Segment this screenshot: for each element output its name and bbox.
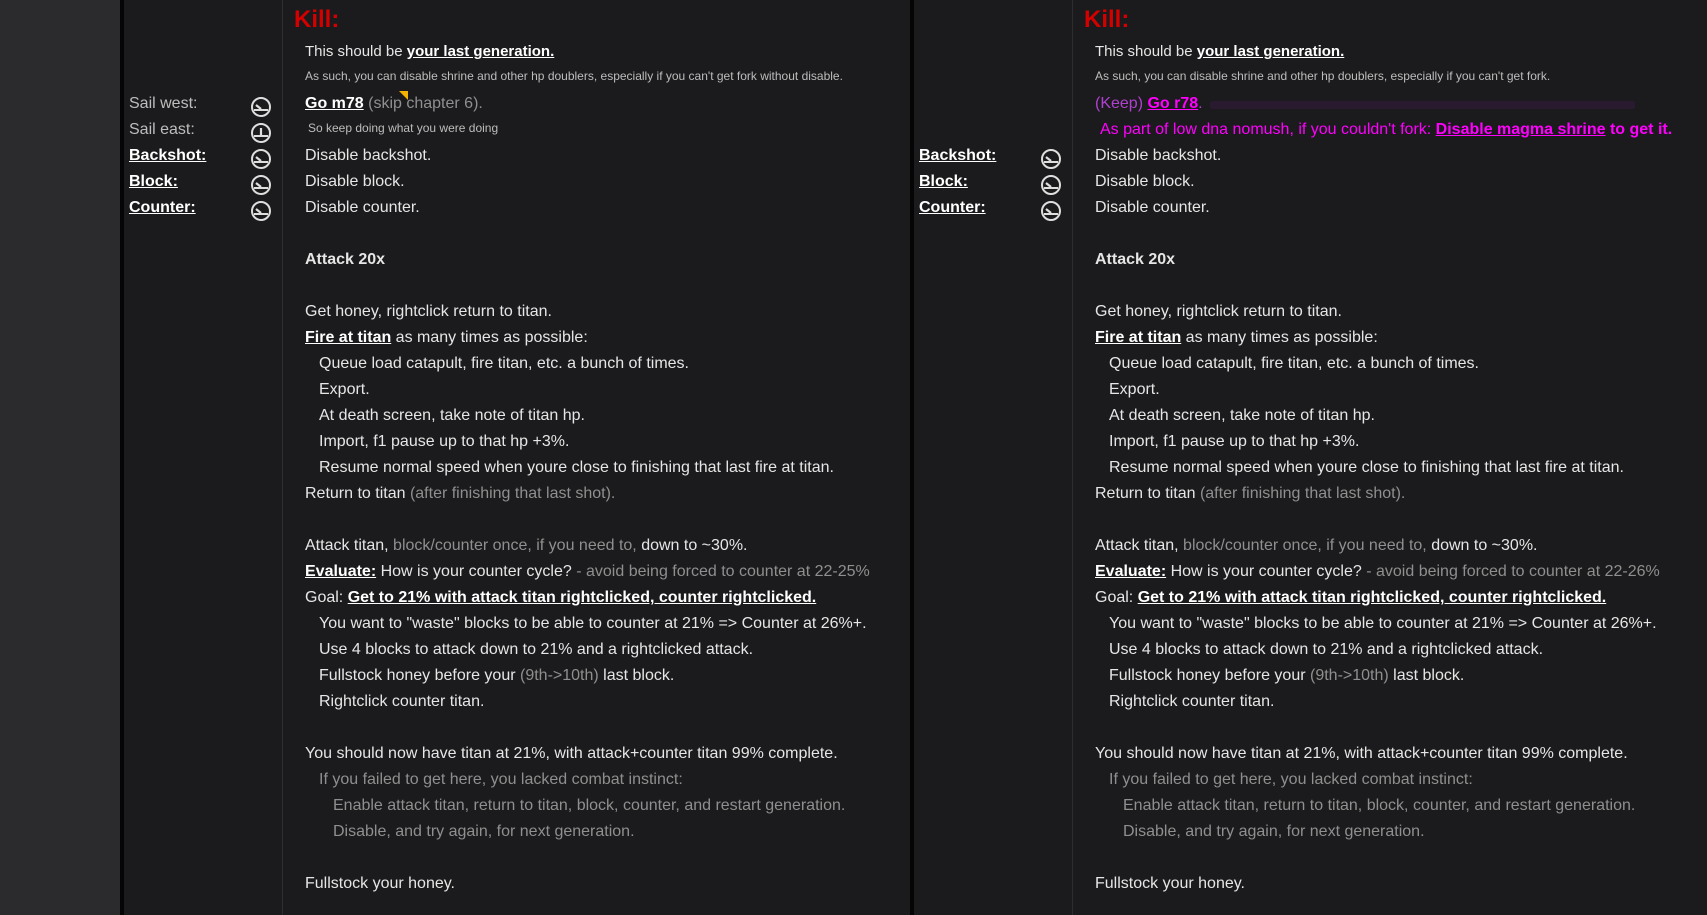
gauge-left-icon bbox=[1040, 148, 1062, 170]
goal-line bbox=[1095, 588, 1606, 608]
last-generation-link[interactable]: your last generation. bbox=[1196, 43, 1345, 60]
disable-block: Disable block. bbox=[1095, 173, 1195, 190]
fullstock-step bbox=[319, 666, 674, 686]
fire-step: Export. bbox=[1109, 381, 1160, 398]
return-to-titan-note: (after finishing that last shot). bbox=[405, 485, 616, 502]
evaluate-link[interactable]: Evaluate: bbox=[305, 563, 377, 580]
divider-left bbox=[120, 0, 124, 915]
gauge-up-icon bbox=[250, 122, 272, 144]
attack-titan-line bbox=[1095, 536, 1538, 556]
return-to-titan-note: (after finishing that last shot). bbox=[1195, 485, 1406, 502]
last-generation-note: As such, you can disable shrine and other hp doublers, especially if you can't get fork without disable. bbox=[305, 69, 843, 83]
fullstock-step-muted: (9th->10th) bbox=[520, 667, 599, 684]
last-generation-note: As such, you can disable shrine and other hp doublers, especially if you can't get fork. bbox=[1095, 69, 1551, 83]
divider-left-sidebar bbox=[282, 0, 283, 915]
goal-step: You want to "waste" blocks to be able to counter at 21% => Counter at 26%+. bbox=[1109, 615, 1657, 632]
should-now: You should now have titan at 21%, with attack+counter titan 99% complete. bbox=[1095, 745, 1628, 762]
fire-at-titan-link[interactable]: Fire at titan bbox=[305, 329, 392, 346]
go-r78-link[interactable]: Go r78 bbox=[1147, 95, 1199, 112]
attack-titan-line bbox=[305, 536, 748, 556]
divider-center bbox=[910, 0, 914, 915]
keep-line bbox=[1095, 94, 1203, 114]
should-now: You should now have titan at 21%, with attack+counter titan 99% complete. bbox=[305, 745, 838, 762]
fullstock-step-a: Fullstock honey before your bbox=[1109, 667, 1310, 684]
disable-counter: Disable counter. bbox=[1095, 199, 1210, 216]
gauge-left-icon bbox=[250, 174, 272, 196]
failed-step: Enable attack titan, return to titan, block, counter, and restart generation. bbox=[333, 797, 846, 814]
sidebar-item-counter[interactable]: Counter: bbox=[129, 199, 196, 216]
comment-marker bbox=[399, 91, 408, 100]
failed-note: If you failed to get here, you lacked combat instinct: bbox=[319, 771, 683, 788]
disable-backshot: Disable backshot. bbox=[1095, 147, 1222, 164]
evaluate-question: How is your counter cycle? bbox=[376, 563, 572, 580]
goal-step: You want to "waste" blocks to be able to counter at 21% => Counter at 26%+. bbox=[319, 615, 867, 632]
goal-prefix: Goal: bbox=[305, 589, 348, 606]
go-line bbox=[305, 94, 483, 114]
fire-step: Import, f1 pause up to that hp +3%. bbox=[319, 433, 570, 450]
gauge-left-icon bbox=[250, 148, 272, 170]
failed-step: Enable attack titan, return to titan, block, counter, and restart generation. bbox=[1123, 797, 1636, 814]
goal-step: Use 4 blocks to attack down to 21% and a rightclicked attack. bbox=[319, 641, 754, 658]
rightclick-counter: Rightclick counter titan. bbox=[319, 693, 485, 710]
gauge-left-icon bbox=[250, 96, 272, 118]
sidebar-item-backshot[interactable]: Backshot: bbox=[919, 147, 997, 164]
fullstock-step-muted: (9th->10th) bbox=[1310, 667, 1389, 684]
return-to-titan: Return to titan bbox=[305, 485, 406, 502]
last-generation-line bbox=[1095, 42, 1344, 62]
attack-titan-c: down to ~30%. bbox=[636, 537, 748, 554]
divider-right-sidebar bbox=[1072, 0, 1073, 915]
fullstock-step-a: Fullstock honey before your bbox=[319, 667, 520, 684]
evaluate-line bbox=[1095, 562, 1660, 582]
evaluate-note: - avoid being forced to counter at 22-26% bbox=[1361, 563, 1660, 580]
fullstock-step-b: last block. bbox=[598, 667, 675, 684]
last-generation-line bbox=[305, 42, 554, 62]
fullstock-step bbox=[1109, 666, 1464, 686]
failed-step: Disable, and try again, for next generation. bbox=[1123, 823, 1425, 840]
keep-dot: . bbox=[1198, 95, 1203, 112]
fire-at-titan-rest: as many times as possible: bbox=[391, 329, 588, 346]
disable-magma-shrine-link[interactable]: Disable magma shrine bbox=[1435, 121, 1606, 138]
sidebar-item-counter[interactable]: Counter: bbox=[919, 199, 986, 216]
gauge-left-icon bbox=[1040, 200, 1062, 222]
kill-title: Kill: bbox=[294, 6, 340, 33]
attack-titan-c: down to ~30%. bbox=[1426, 537, 1538, 554]
sidebar-item-block[interactable]: Block: bbox=[919, 173, 968, 190]
fire-step: Resume normal speed when youre close to finishing that last fire at titan. bbox=[1109, 459, 1624, 476]
get-honey: Get honey, rightclick return to titan. bbox=[305, 303, 552, 320]
kill-title: Kill: bbox=[1084, 6, 1130, 33]
last-generation-prefix: This should be bbox=[1095, 43, 1197, 60]
fire-step: Export. bbox=[319, 381, 370, 398]
attack-titan-b: block/counter once, if you need to, bbox=[388, 537, 637, 554]
sidebar-item-sail-east: Sail east: bbox=[129, 121, 195, 138]
fullstock-final: Fullstock your honey. bbox=[305, 875, 455, 892]
evaluate-link[interactable]: Evaluate: bbox=[1095, 563, 1167, 580]
fire-at-titan-rest: as many times as possible: bbox=[1181, 329, 1378, 346]
dna-suffix: to get it. bbox=[1605, 121, 1673, 138]
fullstock-final: Fullstock your honey. bbox=[1095, 875, 1245, 892]
evaluate-note: - avoid being forced to counter at 22-25% bbox=[571, 563, 870, 580]
return-to-titan: Return to titan bbox=[1095, 485, 1196, 502]
fire-step: Import, f1 pause up to that hp +3%. bbox=[1109, 433, 1360, 450]
fire-step: At death screen, take note of titan hp. bbox=[319, 407, 585, 424]
rightclick-counter: Rightclick counter titan. bbox=[1109, 693, 1275, 710]
attack-titan-a: Attack titan, bbox=[1095, 537, 1179, 554]
fire-at-titan-link[interactable]: Fire at titan bbox=[1095, 329, 1182, 346]
last-generation-link[interactable]: your last generation. bbox=[406, 43, 555, 60]
fire-step: Queue load catapult, fire titan, etc. a bunch of times. bbox=[1109, 355, 1479, 372]
sidebar-item-block[interactable]: Block: bbox=[129, 173, 178, 190]
fire-at-titan-line bbox=[305, 328, 588, 348]
dna-line bbox=[1100, 120, 1672, 140]
gauge-left-icon bbox=[250, 200, 272, 222]
goal-line bbox=[305, 588, 816, 608]
failed-note: If you failed to get here, you lacked combat instinct: bbox=[1109, 771, 1473, 788]
attack-20x: Attack 20x bbox=[1095, 251, 1176, 268]
get-honey: Get honey, rightclick return to titan. bbox=[1095, 303, 1342, 320]
keep-label: (Keep) bbox=[1095, 95, 1148, 112]
fire-step: Queue load catapult, fire titan, etc. a bunch of times. bbox=[319, 355, 689, 372]
go-m78-link[interactable]: Go m78 bbox=[305, 95, 364, 112]
goal-prefix: Goal: bbox=[1095, 589, 1138, 606]
disable-block: Disable block. bbox=[305, 173, 405, 190]
left-gutter bbox=[0, 0, 120, 915]
sidebar-item-sail-west: Sail west: bbox=[129, 95, 198, 112]
disable-backshot: Disable backshot. bbox=[305, 147, 432, 164]
fire-at-titan-line bbox=[1095, 328, 1378, 348]
return-to-titan-line bbox=[1095, 484, 1405, 504]
redacted-faint-text bbox=[1210, 101, 1635, 109]
attack-20x: Attack 20x bbox=[305, 251, 386, 268]
fire-step: Resume normal speed when youre close to finishing that last fire at titan. bbox=[319, 459, 834, 476]
evaluate-line bbox=[305, 562, 870, 582]
dna-prefix: As part of low dna nomush, if you couldn't fork: bbox=[1100, 121, 1436, 138]
disable-counter: Disable counter. bbox=[305, 199, 420, 216]
goal-step: Use 4 blocks to attack down to 21% and a rightclicked attack. bbox=[1109, 641, 1544, 658]
fullstock-step-b: last block. bbox=[1388, 667, 1465, 684]
goal-link[interactable]: Get to 21% with attack titan rightclicked, counter rightclicked. bbox=[347, 589, 817, 606]
last-generation-prefix: This should be bbox=[305, 43, 407, 60]
sidebar-item-backshot[interactable]: Backshot: bbox=[129, 147, 207, 164]
gauge-left-icon bbox=[1040, 174, 1062, 196]
goal-link[interactable]: Get to 21% with attack titan rightclicked, counter rightclicked. bbox=[1137, 589, 1607, 606]
go-line-rest: (skip chapter 6). bbox=[363, 95, 483, 112]
fire-step: At death screen, take note of titan hp. bbox=[1109, 407, 1375, 424]
evaluate-question: How is your counter cycle? bbox=[1166, 563, 1362, 580]
return-to-titan-line bbox=[305, 484, 615, 504]
go-note: So keep doing what you were doing bbox=[308, 121, 499, 135]
attack-titan-b: block/counter once, if you need to, bbox=[1178, 537, 1427, 554]
attack-titan-a: Attack titan, bbox=[305, 537, 389, 554]
failed-step: Disable, and try again, for next generation. bbox=[333, 823, 635, 840]
